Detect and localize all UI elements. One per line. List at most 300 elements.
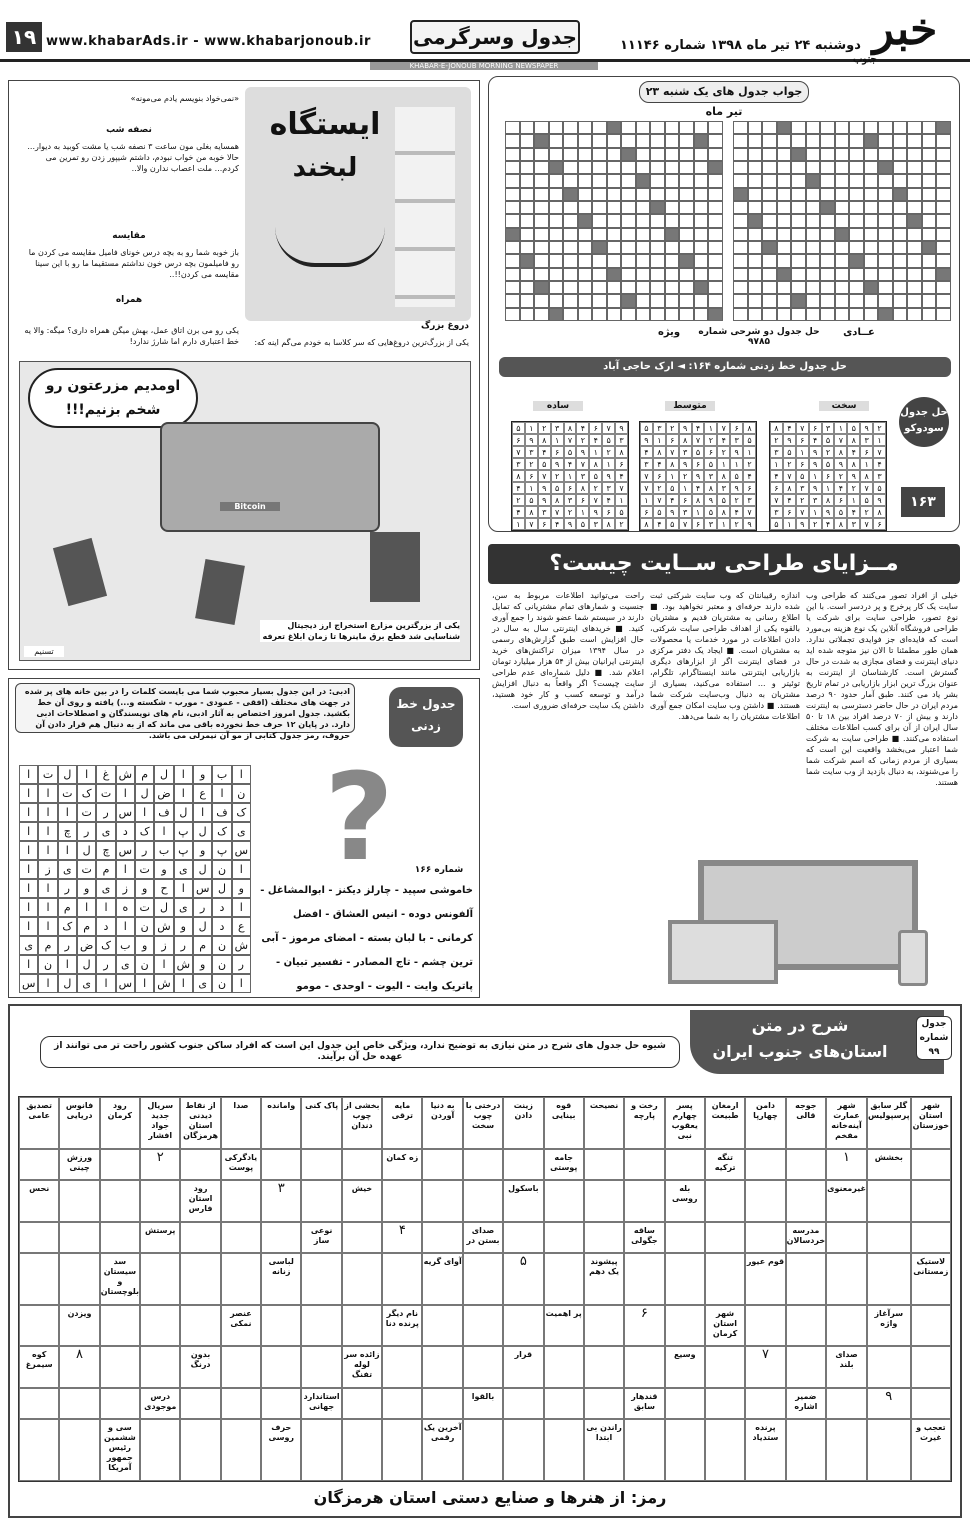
answer-cell <box>592 161 607 174</box>
answer-cell[interactable] <box>544 1180 584 1222</box>
answer-cell <box>922 281 937 294</box>
answer-cell <box>791 241 806 254</box>
sudoku-cell: ۳ <box>576 470 589 482</box>
sudoku-cell: ۹ <box>834 458 847 470</box>
answer-cell <box>878 281 893 294</box>
sudoku-cell: ۱ <box>717 518 730 530</box>
clue-cell: لاستیک زمستانی <box>911 1253 951 1305</box>
answer-cell[interactable] <box>503 1222 543 1254</box>
wordsearch-cell: ا <box>232 765 251 784</box>
sudoku-cell: ۹ <box>692 470 705 482</box>
wordsearch-cell: ن <box>38 955 57 974</box>
answer-cell[interactable] <box>911 1305 951 1347</box>
answer-cell <box>835 201 850 214</box>
numbered-cell[interactable]: ۸ <box>59 1346 99 1388</box>
answer-cell[interactable] <box>584 1149 624 1181</box>
answer-cell <box>621 228 636 241</box>
wordsearch-cell: د <box>212 898 231 917</box>
answer-cell[interactable] <box>503 1388 543 1420</box>
sudoku-cell: ۳ <box>730 434 743 446</box>
answer-cell <box>762 294 777 307</box>
sudoku-cell: ۴ <box>538 446 551 458</box>
answer-cell[interactable] <box>665 1253 705 1305</box>
quote-text: «نمی‌خواد بنویسم یادم می‌مونه» <box>130 94 239 103</box>
answer-cell[interactable] <box>221 1346 261 1388</box>
answer-cell[interactable] <box>705 1346 745 1388</box>
answer-cell <box>748 308 763 321</box>
answer-cell[interactable] <box>422 1222 462 1254</box>
numbered-cell[interactable]: ۴ <box>382 1222 422 1254</box>
sudoku-cell: ۱ <box>873 434 886 446</box>
wordsearch-cell: ر <box>96 803 115 822</box>
sudoku-cell: ۲ <box>730 494 743 506</box>
answer-cell[interactable] <box>342 1305 382 1347</box>
answer-cell[interactable] <box>867 1222 911 1254</box>
answer-cell[interactable] <box>221 1222 261 1254</box>
wordsearch-cell: ش <box>174 955 193 974</box>
answer-cell[interactable] <box>584 1222 624 1254</box>
wordsearch-cell: ا <box>174 974 193 993</box>
website-urls[interactable]: www.khabarAds.ir - www.khabarjonoub.ir <box>46 34 371 49</box>
answer-cell <box>636 174 651 187</box>
wordsearch-cell: ب <box>212 765 231 784</box>
answer-cell[interactable] <box>867 1346 911 1388</box>
answer-cell[interactable] <box>140 1305 180 1347</box>
answer-cell <box>936 161 951 174</box>
answer-cell <box>607 148 622 161</box>
answer-cell[interactable] <box>665 1419 705 1481</box>
wordsearch-cell: ا <box>19 841 38 860</box>
answer-cell[interactable] <box>745 1149 785 1181</box>
clue-cell: ضمیر اشاره <box>786 1388 827 1420</box>
answer-cell[interactable] <box>826 1253 867 1305</box>
sudoku-cell: ۷ <box>860 482 873 494</box>
answer-cell <box>694 228 709 241</box>
wordsearch-cell: چ <box>96 841 115 860</box>
answer-cell <box>907 134 922 147</box>
answer-cell <box>549 228 564 241</box>
answer-cell <box>636 161 651 174</box>
numbered-cell[interactable]: ۶ <box>624 1305 664 1347</box>
answer-cell <box>864 268 879 281</box>
answer-cell[interactable] <box>786 1419 827 1481</box>
answer-cell[interactable] <box>826 1419 867 1481</box>
answer-cell <box>806 268 821 281</box>
wordsearch-cell: ش <box>232 936 251 955</box>
answer-cell[interactable] <box>786 1180 827 1222</box>
answer-cell[interactable] <box>745 1305 785 1347</box>
answer-cell <box>534 308 549 321</box>
answer-cell[interactable] <box>867 1180 911 1222</box>
sudoku-cell: ۹ <box>809 458 822 470</box>
wordsearch-cell: و <box>77 879 96 898</box>
answer-cell <box>549 161 564 174</box>
sudoku-cell: ۶ <box>730 422 743 434</box>
sudoku-cell: ۵ <box>822 458 835 470</box>
answer-cell[interactable] <box>422 1346 462 1388</box>
numbered-cell[interactable]: ۷ <box>745 1346 785 1388</box>
answer-cell[interactable] <box>422 1180 462 1222</box>
sudoku-cell: ۹ <box>809 446 822 458</box>
answer-cell[interactable] <box>180 1388 220 1420</box>
answer-cell[interactable] <box>100 1180 140 1222</box>
answer-cell[interactable] <box>59 1419 99 1481</box>
answer-cell <box>563 228 578 241</box>
wordsearch-cell: ی <box>232 822 251 841</box>
answer-cell <box>835 174 850 187</box>
numbered-cell[interactable]: ۲ <box>140 1149 180 1181</box>
answer-cell[interactable] <box>624 1419 664 1481</box>
answer-cell <box>549 308 564 321</box>
answer-cell <box>621 254 636 267</box>
answer-cell[interactable] <box>584 1346 624 1388</box>
answer-cell <box>520 268 535 281</box>
answer-cell[interactable] <box>382 1253 422 1305</box>
answer-cell <box>549 214 564 227</box>
wordsearch-cell: ش <box>154 917 173 936</box>
wordsearch-cell: ن <box>135 955 154 974</box>
answer-cell <box>650 214 665 227</box>
answer-cell <box>733 281 748 294</box>
answer-cell[interactable] <box>221 1419 261 1481</box>
answer-cell[interactable] <box>911 1388 951 1420</box>
answer-cell[interactable] <box>180 1149 220 1181</box>
answer-cell[interactable] <box>786 1149 827 1181</box>
answer-cell[interactable] <box>140 1253 180 1305</box>
answer-cell[interactable] <box>301 1180 341 1222</box>
answer-cell[interactable] <box>463 1253 503 1305</box>
answer-cell <box>650 201 665 214</box>
clue-cell: وسیع <box>665 1346 705 1388</box>
answer-cell[interactable] <box>59 1388 99 1420</box>
sudoku-cell: ۹ <box>847 470 860 482</box>
answer-cell <box>878 294 893 307</box>
numbered-cell[interactable]: ۵ <box>503 1253 543 1305</box>
sudoku-cell: ۳ <box>589 518 602 530</box>
answer-cell[interactable] <box>786 1305 827 1347</box>
numbered-cell[interactable]: ۳ <box>261 1180 301 1222</box>
answer-cell[interactable] <box>100 1388 140 1420</box>
answer-cell[interactable] <box>59 1222 99 1254</box>
answer-cell[interactable] <box>180 1305 220 1347</box>
answer-cell[interactable] <box>221 1253 261 1305</box>
answer-cell[interactable] <box>745 1388 785 1420</box>
clue-cell: نام دیگر پرنده دنا <box>382 1305 422 1347</box>
answer-cell[interactable] <box>261 1346 301 1388</box>
answer-cell[interactable] <box>100 1346 140 1388</box>
miner-box-2 <box>195 559 245 625</box>
wordsearch-cell: ت <box>96 784 115 803</box>
wordsearch-cell: ا <box>38 784 57 803</box>
label-normal: عــادی <box>843 327 875 338</box>
answer-cell <box>549 281 564 294</box>
sudoku-cell: ۱ <box>743 446 756 458</box>
answer-cell <box>694 214 709 227</box>
answer-cell[interactable] <box>624 1346 664 1388</box>
answer-cell <box>578 201 593 214</box>
answer-cell[interactable] <box>342 1388 382 1420</box>
section-title: جدول وسرگرمی <box>410 20 580 54</box>
sudoku-cell: ۱ <box>809 506 822 518</box>
answer-cell <box>665 214 680 227</box>
answer-cell[interactable] <box>180 1222 220 1254</box>
answer-cell <box>806 254 821 267</box>
phone-icon <box>898 930 928 986</box>
answer-cell[interactable] <box>261 1388 301 1420</box>
answer-cell <box>549 121 564 134</box>
answer-cell <box>592 134 607 147</box>
answer-cell[interactable] <box>19 1222 59 1254</box>
humor-title-2: لبخند <box>292 153 358 183</box>
answer-cell[interactable] <box>745 1222 785 1254</box>
answer-cell[interactable] <box>382 1419 422 1481</box>
answer-cell <box>936 214 951 227</box>
answer-cell[interactable] <box>180 1419 220 1481</box>
wordsearch-cell: د <box>96 917 115 936</box>
answer-cell <box>907 174 922 187</box>
answer-cell <box>893 241 908 254</box>
answer-cell[interactable] <box>100 1305 140 1347</box>
answer-cell[interactable] <box>705 1419 745 1481</box>
answer-cell <box>534 188 549 201</box>
sudoku-cell: ۲ <box>564 506 577 518</box>
answer-cell[interactable] <box>584 1305 624 1347</box>
sudoku-cell: ۹ <box>860 422 873 434</box>
answer-cell <box>650 148 665 161</box>
answer-cell[interactable] <box>342 1253 382 1305</box>
answer-cell[interactable] <box>624 1253 664 1305</box>
answer-cell[interactable] <box>665 1388 705 1420</box>
answer-cell[interactable] <box>786 1346 827 1388</box>
answer-cell <box>922 214 937 227</box>
answer-cell[interactable] <box>301 1419 341 1481</box>
sudoku-cell: ۶ <box>692 458 705 470</box>
answer-cell[interactable] <box>544 1346 584 1388</box>
answer-cell <box>791 254 806 267</box>
answer-cell <box>665 174 680 187</box>
answer-cell <box>922 294 937 307</box>
answer-cell[interactable] <box>544 1253 584 1305</box>
answer-cell[interactable] <box>911 1180 951 1222</box>
sudoku-cell: ۸ <box>679 434 692 446</box>
answer-cell <box>820 161 835 174</box>
answer-cell <box>563 201 578 214</box>
answer-cell[interactable] <box>544 1419 584 1481</box>
answer-cell <box>665 281 680 294</box>
answer-cell <box>864 161 879 174</box>
issue-date: دوشنبه ۲۴ تیر ماه ۱۳۹۸ شماره ۱۱۱۴۶ <box>620 38 861 53</box>
answer-cell[interactable] <box>665 1305 705 1347</box>
answer-cell[interactable] <box>382 1388 422 1420</box>
sudoku-cell: ۶ <box>834 494 847 506</box>
answer-cell <box>777 294 792 307</box>
answer-cell[interactable] <box>422 1388 462 1420</box>
answer-cell[interactable] <box>19 1149 59 1181</box>
answer-cell[interactable] <box>911 1149 951 1181</box>
answer-cell <box>762 241 777 254</box>
answer-cell[interactable] <box>911 1346 951 1388</box>
answer-cell[interactable] <box>59 1253 99 1305</box>
answer-cell[interactable] <box>59 1180 99 1222</box>
answer-cell[interactable] <box>342 1419 382 1481</box>
answer-cell[interactable] <box>503 1305 543 1347</box>
answer-cell[interactable] <box>544 1222 584 1254</box>
answer-cell[interactable] <box>826 1305 867 1347</box>
answer-cell[interactable] <box>786 1253 827 1305</box>
answer-cell <box>549 241 564 254</box>
wordsearch-cell: ا <box>19 803 38 822</box>
answer-cell[interactable] <box>180 1253 220 1305</box>
logo-sub: جنوب <box>853 54 877 65</box>
sudoku-hard <box>769 421 887 531</box>
answer-cell[interactable] <box>221 1388 261 1420</box>
answer-cell[interactable] <box>140 1419 180 1481</box>
answer-cell[interactable] <box>261 1149 301 1181</box>
answer-cell[interactable] <box>705 1388 745 1420</box>
answer-cell <box>549 294 564 307</box>
answer-cell[interactable] <box>301 1305 341 1347</box>
sudoku-cell: ۴ <box>809 434 822 446</box>
answer-cell <box>864 134 879 147</box>
answer-cell[interactable] <box>301 1253 341 1305</box>
clue-cell: ارمغان طبیعت <box>705 1097 745 1149</box>
answer-cell[interactable] <box>503 1419 543 1481</box>
clue-cell: پاک کنی <box>301 1097 341 1149</box>
answer-cell <box>578 121 593 134</box>
answer-cell <box>520 308 535 321</box>
sudoku-cell: ۶ <box>783 506 796 518</box>
answer-cell[interactable] <box>463 1305 503 1347</box>
answer-cell[interactable] <box>911 1222 951 1254</box>
answer-cell[interactable] <box>463 1180 503 1222</box>
answer-cell[interactable] <box>624 1149 664 1181</box>
answer-cell[interactable] <box>301 1346 341 1388</box>
answer-cell[interactable] <box>463 1149 503 1181</box>
answer-cell[interactable] <box>867 1419 911 1481</box>
sudoku-cell: ۶ <box>512 434 525 446</box>
answer-cell[interactable] <box>665 1149 705 1181</box>
wordsearch-cell: ل <box>154 898 173 917</box>
sudoku-cell: ۳ <box>512 458 525 470</box>
answer-cell[interactable] <box>826 1388 867 1420</box>
answer-cell[interactable] <box>100 1222 140 1254</box>
answer-cell <box>708 254 723 267</box>
answer-cell <box>820 201 835 214</box>
answer-cell <box>806 148 821 161</box>
answer-cell <box>592 281 607 294</box>
clue-cell: لباسی زنانه <box>261 1253 301 1305</box>
answer-cell[interactable] <box>100 1149 140 1181</box>
answer-cell[interactable] <box>624 1180 664 1222</box>
answer-cell[interactable] <box>867 1253 911 1305</box>
answer-cell[interactable] <box>19 1419 59 1481</box>
wordsearch-cell: ی <box>174 860 193 879</box>
label-special: ویژه <box>657 327 681 338</box>
answer-cell[interactable] <box>584 1180 624 1222</box>
sudoku-cell: ۴ <box>743 470 756 482</box>
sudoku-cell: ۲ <box>730 518 743 530</box>
answer-cell <box>806 161 821 174</box>
answer-cell <box>733 228 748 241</box>
answer-cell[interactable] <box>422 1305 462 1347</box>
answer-cell <box>563 308 578 321</box>
answer-cell <box>621 174 636 187</box>
page-number: ۱۹ <box>6 22 42 52</box>
answer-cell[interactable] <box>382 1346 422 1388</box>
answer-cell[interactable] <box>503 1149 543 1181</box>
miner-box-3 <box>370 532 420 602</box>
answer-cell[interactable] <box>140 1180 180 1222</box>
answer-cell[interactable] <box>342 1222 382 1254</box>
answer-cell[interactable] <box>826 1222 867 1254</box>
answer-cell[interactable] <box>140 1346 180 1388</box>
clue-cell: ورزش چینی <box>59 1149 99 1181</box>
answer-cell[interactable] <box>584 1388 624 1420</box>
numbered-cell[interactable]: ۱ <box>826 1149 867 1181</box>
clue-cell: به دنیا آوردن <box>422 1097 462 1149</box>
sudoku-cell: ۵ <box>796 470 809 482</box>
clue-cell: آخرین یک رقمی <box>422 1419 462 1481</box>
answer-cell <box>733 121 748 134</box>
header-band: KHABAR-E-JONOUB MORNING NEWSPAPER <box>370 62 598 70</box>
answer-cell[interactable] <box>705 1222 745 1254</box>
answer-cell[interactable] <box>544 1388 584 1420</box>
sudoku-cell: ۵ <box>704 506 717 518</box>
wordsearch-cell: س <box>116 841 135 860</box>
answer-cell[interactable] <box>705 1253 745 1305</box>
wordsearch-cell: ن <box>232 784 251 803</box>
answer-cell <box>791 174 806 187</box>
clue-cell: بخشی از چوب دندان <box>342 1097 382 1149</box>
answer-cell <box>520 228 535 241</box>
cartoon-credit: تسنیم <box>24 646 64 657</box>
answer-cell <box>563 174 578 187</box>
answer-cell <box>694 188 709 201</box>
clue-cell: زینت دادن <box>503 1097 543 1149</box>
wordsearch-cell: ی <box>96 879 115 898</box>
answer-cell <box>578 228 593 241</box>
answer-cell <box>907 254 922 267</box>
answer-cell[interactable] <box>382 1180 422 1222</box>
sudoku-cell: ۶ <box>538 518 551 530</box>
answer-cell[interactable] <box>261 1222 301 1254</box>
wordsearch-cell: ض <box>154 784 173 803</box>
answer-cell[interactable] <box>19 1253 59 1305</box>
answer-cell[interactable] <box>342 1149 382 1181</box>
answer-cell <box>578 148 593 161</box>
answer-cell[interactable] <box>422 1149 462 1181</box>
answer-cell <box>806 201 821 214</box>
answer-cell[interactable] <box>221 1180 261 1222</box>
answer-cell <box>777 148 792 161</box>
sudoku-cell: ۶ <box>796 458 809 470</box>
answer-cell[interactable] <box>665 1222 705 1254</box>
answer-cell <box>607 201 622 214</box>
answer-cell[interactable] <box>19 1305 59 1347</box>
answer-cell[interactable] <box>705 1180 745 1222</box>
numbered-cell[interactable]: ۹ <box>867 1388 911 1420</box>
answer-cell <box>835 214 850 227</box>
answer-cell[interactable] <box>261 1305 301 1347</box>
answer-cell[interactable] <box>301 1149 341 1181</box>
answer-cell[interactable] <box>19 1388 59 1420</box>
answer-cell <box>864 241 879 254</box>
wordsearch-cell: ح <box>154 879 173 898</box>
answer-cell[interactable] <box>745 1180 785 1222</box>
sudoku-cell: ۷ <box>653 494 666 506</box>
answer-cell[interactable] <box>463 1346 503 1388</box>
answer-cell[interactable] <box>463 1419 503 1481</box>
